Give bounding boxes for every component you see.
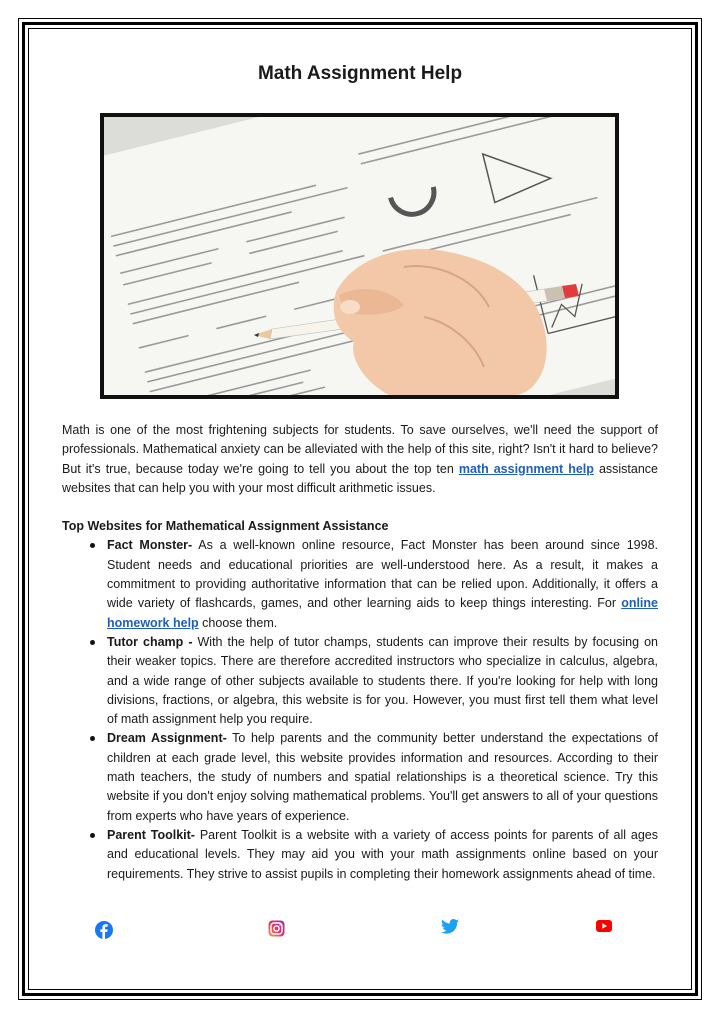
site-name: Dream Assignment-: [107, 731, 227, 746]
site-description: To help parents and the community better understand the expectations of children at each grade level, this website provides information and resources. According to their math teachers, the study of numbers and spatial relationships is a theoretical science. Try this website if you don't enjoy solving mathematical problems. You'll get answers to all of your questions from experts who have years of experience.: [107, 731, 658, 823]
intro-text-end: assistance websites that can help you with your most difficult arithmetic issues.: [62, 461, 659, 495]
article-body: [62, 421, 658, 884]
intro-text-start: Math is one of the most frightening subjects for students. To save ourselves, we'll need the support of professionals. Mathematical anxiety can be alleviated with the help of this site, right? Isn't it hard to believe? But it's true, because today we're going to tell you about the top ten: [62, 423, 658, 476]
youtube-icon[interactable]: [596, 920, 612, 932]
math-assignment-help-link[interactable]: math assignment help: [458, 461, 594, 476]
website-list: [62, 536, 658, 883]
site-description-end: choose them.: [198, 615, 278, 630]
site-description: Parent Toolkit is a website with a variety of access points for parents of all ages and educational levels. They may aid you with your math assignments online based on your requirements. They strive to assist pupils in completing their homework assignments ahead of time.: [107, 827, 658, 881]
site-name: Tutor champ -: [107, 634, 193, 649]
list-item-dream-assignment: [107, 729, 658, 825]
hero-photo: [100, 113, 619, 399]
instagram-icon[interactable]: [268, 920, 285, 937]
twitter-icon[interactable]: [441, 919, 459, 934]
hand-writing-on-math-worksheet-illustration: [104, 117, 615, 395]
list-item-parent-toolkit: [107, 826, 658, 884]
page-title: Math Assignment Help: [257, 63, 463, 84]
list-item-fact-monster: [107, 536, 658, 632]
intro-paragraph: [62, 421, 658, 498]
section-heading: Top Websites for Mathematical Assignment Assistance: [62, 519, 389, 534]
site-description: As a well-known online resource, Fact Monster has been around since 1998. Student needs and educational priorities are well-understood here. As a result, it makes a commitment to providing authoritative information that can be relied upon. Additionally, it offers a wide variety of flashcards, games, and other learning aids to keep things interesting. For: [107, 538, 658, 611]
site-name: Parent Toolkit-: [107, 827, 195, 842]
list-item-tutor-champ: [107, 633, 658, 729]
online-homework-help-link[interactable]: online homework help: [107, 596, 658, 630]
site-description: With the help of tutor champs, students can improve their results by focusing on their weaker topics. There are therefore accredited instructors who specialize in calculus, algebra, and a wide range of other subjects available to students there. If you're looking for help with long divisions, fractions, or algebra, this website is for you. However, you must first tell them what level of math assignment help you require.: [107, 634, 658, 727]
facebook-icon[interactable]: [95, 921, 113, 939]
site-name: Fact Monster-: [107, 538, 193, 553]
